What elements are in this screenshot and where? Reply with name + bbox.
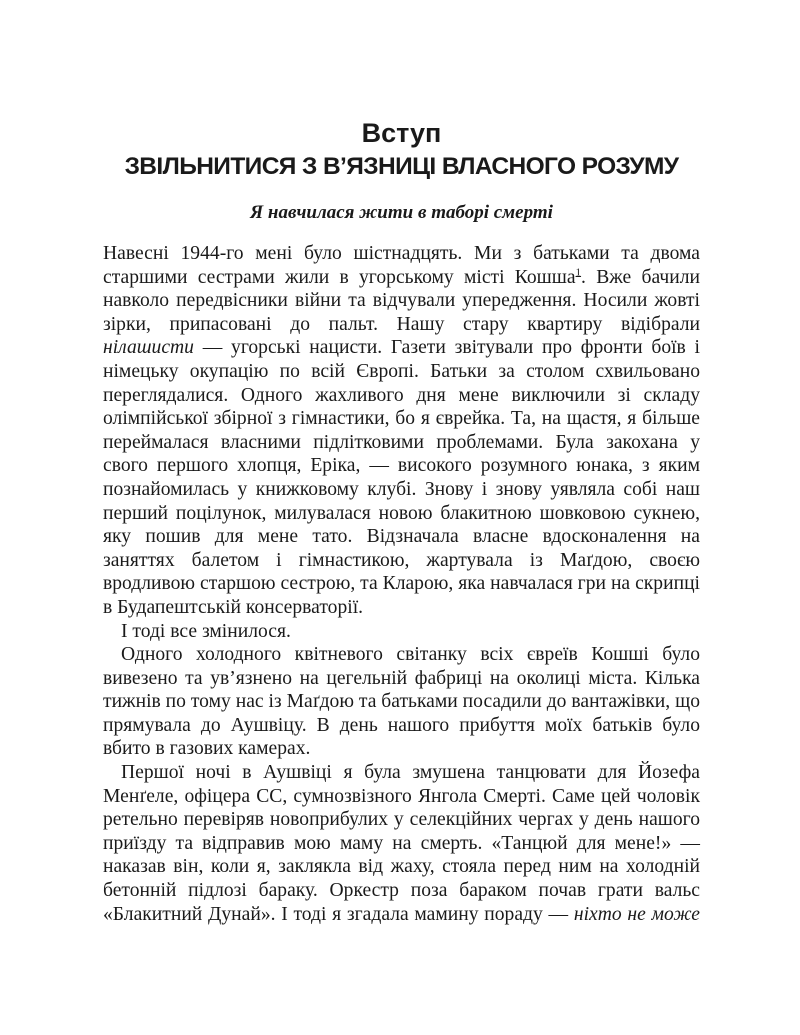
text-line bbox=[103, 478, 700, 502]
text-run: німецьку окупацію по всій Європі. Батьки за столом схвильовано bbox=[103, 360, 700, 382]
text-run: «Блакитний Дунай». І тоді я згадала мамину пораду — bbox=[103, 903, 574, 925]
text-run: Першої ночі в Аушвіці я була змушена танцювати для Йозефа bbox=[121, 762, 700, 784]
text-line bbox=[103, 903, 700, 927]
text-run: вродливою старшою сестрою, та Кларою, яка навчалася гри на скрипці bbox=[103, 573, 700, 595]
text-run: заняттях балетом і гімнастикою, жартувала із Маґдою, своєю bbox=[103, 549, 700, 571]
text-line bbox=[103, 289, 700, 313]
text-run: навколо передвісники війни та відчували упередження. Носили жовті bbox=[103, 290, 700, 312]
text-run: Одного холодного квітневого світанку всіх євреїв Кошші було bbox=[121, 644, 700, 666]
text-run: познайомилась у книжковому клубі. Знову і знову уявляла собі наш bbox=[103, 478, 700, 500]
text-run: наказав він, коли я, заклякла від жаху, стояла перед ним на холодній bbox=[103, 856, 700, 878]
text-run: — угорські нацисти. Газети звітували про фронти боїв і bbox=[193, 337, 700, 359]
body-text bbox=[103, 242, 700, 926]
text-run: приїзду та відправив мою маму на смерть. «Танцюй для мене!» — bbox=[103, 832, 700, 854]
text-run: перший поцілунок, милувалася новою блакитною шовковою сукнею, bbox=[103, 502, 700, 524]
text-line bbox=[103, 313, 700, 337]
text-run: . Вже бачили bbox=[581, 266, 700, 288]
italic-text: ніхто не може bbox=[573, 903, 700, 925]
text-line bbox=[103, 855, 700, 879]
text-line bbox=[103, 714, 700, 738]
text-line bbox=[103, 596, 700, 620]
text-line bbox=[103, 525, 700, 549]
text-run: прямувала до Аушвіцу. В день нашого прибуття моїх батьків було bbox=[103, 714, 700, 736]
text-line bbox=[103, 832, 700, 856]
text-line bbox=[103, 407, 700, 431]
text-run: Менґеле, офіцера СС, сумнозвізного Янгола Смерті. Саме цей чоловік bbox=[103, 785, 700, 807]
text-run: в Будапештській консерваторії. bbox=[103, 596, 364, 618]
chapter-title: ЗВІЛЬНИТИСЯ З В’ЯЗНИЦІ ВЛАСНОГО РОЗУМУ bbox=[124, 153, 679, 180]
text-line bbox=[103, 572, 700, 596]
paragraph bbox=[103, 761, 700, 926]
text-line bbox=[103, 761, 700, 785]
text-line bbox=[103, 502, 700, 526]
text-line bbox=[103, 549, 700, 573]
chapter-label: Вступ bbox=[361, 118, 442, 148]
footnote-marker[interactable]: 1 bbox=[575, 266, 582, 279]
text-line bbox=[103, 620, 700, 644]
text-run: зірки, припасовані до пальт. Нашу стару квартиру відібрали bbox=[103, 313, 700, 335]
text-line bbox=[103, 879, 700, 903]
text-line bbox=[103, 808, 700, 832]
text-run: І тоді все змінилося. bbox=[121, 620, 291, 642]
text-line bbox=[103, 384, 700, 408]
paragraph bbox=[103, 643, 700, 761]
text-run: яку пошив для мене тато. Відзначала власне вдосконалення на bbox=[103, 526, 700, 548]
text-line bbox=[103, 785, 700, 809]
text-line bbox=[103, 454, 700, 478]
text-run: тижнів по тому нас із Маґдою та батьками посадили до вантажівки, що bbox=[103, 691, 700, 713]
text-run: переймалася власними підлітковими проблемами. Була закохана у bbox=[103, 431, 700, 453]
text-line bbox=[103, 336, 700, 360]
text-run: ретельно перевіряв новоприбулих у селекційних чергах у день нашого bbox=[103, 809, 700, 831]
text-run: Навесні 1944-го мені було шістнадцять. Ми з батьками та двома bbox=[103, 243, 700, 264]
text-run: вбито в газових камерах. bbox=[103, 738, 311, 760]
text-run: бетонній підлозі бараку. Оркестр поза бараком почав грати вальс bbox=[103, 880, 700, 902]
text-line bbox=[103, 667, 700, 691]
text-line bbox=[103, 360, 700, 384]
text-line bbox=[103, 431, 700, 455]
epigraph: Я навчилася жити в таборі смерті bbox=[250, 202, 553, 223]
text-line bbox=[103, 242, 700, 266]
text-line bbox=[103, 266, 700, 290]
text-line bbox=[103, 643, 700, 667]
text-run: переглядалися. Одного жахливого дня мене виключили зі складу bbox=[103, 384, 700, 406]
italic-text: нілашисти bbox=[103, 337, 194, 359]
paragraph bbox=[103, 620, 700, 644]
text-run: свого першого хлопця, Еріка, — високого розумного юнака, з яким bbox=[103, 455, 700, 477]
text-run: старшими сестрами жили в угорському місті Кошша bbox=[103, 266, 576, 288]
text-line bbox=[103, 690, 700, 714]
text-line bbox=[103, 737, 700, 761]
text-run: вивезено та ув’язнено на цегельній фабриці на околиці міста. Кілька bbox=[103, 667, 700, 689]
text-run: олімпійської збірної з гімнастики, бо я єврейка. Та, на щастя, я більше bbox=[103, 408, 700, 430]
paragraph bbox=[103, 242, 700, 620]
